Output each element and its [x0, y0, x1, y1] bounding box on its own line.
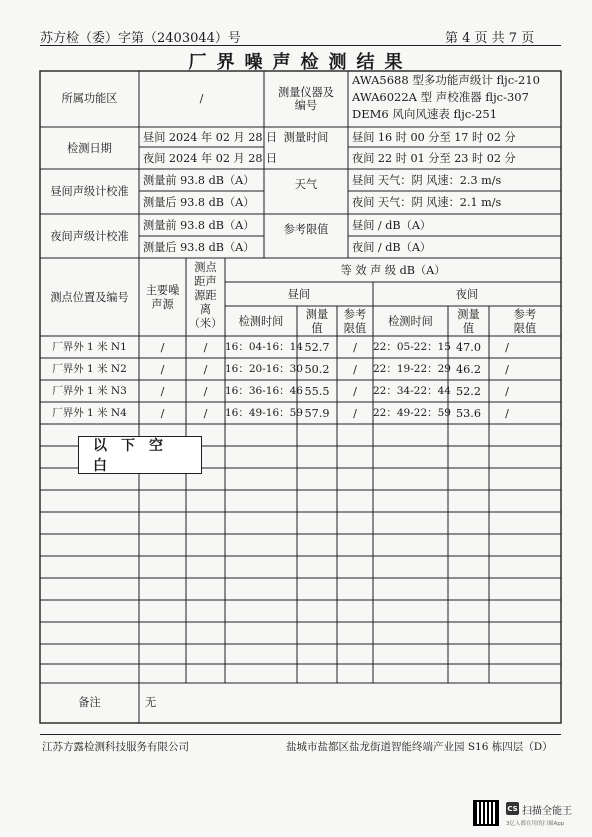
day-limit-cell: / [353, 363, 357, 376]
col-point-header: 测点位置及编号 [50, 291, 129, 304]
distance-cell: / [203, 385, 208, 398]
distance-cell: / [203, 341, 208, 354]
time-label: 测量时间 [283, 131, 329, 144]
limit-night: 夜间 / dB（A） [352, 241, 432, 254]
night-limit-header: 参考 [513, 308, 537, 321]
instrument-label-line2: 编号 [294, 99, 318, 112]
remark-label: 备注 [78, 696, 101, 709]
day-value-cell: 50.2 [304, 363, 330, 376]
limit-label: 参考限值 [283, 223, 329, 236]
company-address: 盐城市盐都区盐龙街道智能终端产业园 S16 栋四层（D） [286, 741, 553, 753]
night-value-header-line2: 值 [462, 322, 475, 335]
night-calibration-before: 测量前 93.8 dB（A） [143, 219, 255, 232]
day-value-cell: 57.9 [304, 407, 330, 420]
weather-label: 天气 [294, 178, 318, 191]
day-time-cell: 16：20-16：30 [225, 363, 303, 375]
night-time-cell: 22：34-22：44 [373, 385, 451, 397]
point-cell: 厂界外 1 米 N2 [52, 363, 127, 375]
day-time-header: 检测时间 [238, 315, 284, 328]
night-limit-cell: / [505, 341, 509, 354]
night-time-cell: 22：49-22：59 [373, 407, 451, 419]
zone-value: / [199, 92, 204, 105]
night-time-cell: 22：05-22：15 [373, 341, 451, 353]
night-limit-cell: / [505, 407, 509, 420]
night-value-cell: 53.6 [456, 407, 481, 420]
day-limit-header: 参考 [343, 308, 367, 321]
date-night: 夜间 2024 年 02 月 28 日 [143, 152, 278, 165]
day-time-cell: 16：49-16：59 [225, 407, 303, 419]
qr-code-icon [473, 800, 499, 826]
day-limit-header-line2: 限值 [343, 322, 367, 335]
distance-cell: / [203, 363, 208, 376]
point-cell: 厂界外 1 米 N3 [52, 385, 127, 397]
camscanner-tagline: 3亿人都在用的扫描App [506, 821, 565, 827]
footer-divider [40, 734, 561, 735]
time-day: 昼间 16 时 00 分至 17 时 02 分 [352, 131, 516, 144]
night-header: 夜间 [455, 288, 479, 301]
limit-day: 昼间 / dB（A） [352, 219, 432, 232]
blank-below-stamp: 以下空白 [78, 436, 202, 474]
night-value-cell: 46.2 [456, 363, 481, 376]
remark-value: 无 [145, 696, 157, 709]
company-name: 江苏方露检测科技服务有限公司 [42, 741, 189, 753]
time-night: 夜间 22 时 01 分至 23 时 02 分 [352, 152, 516, 165]
level-header: 等 效 声 级 dB（A） [340, 264, 446, 277]
day-time-cell: 16：04-16：14 [225, 341, 303, 353]
page-title: 厂界噪声检测结果 [188, 52, 413, 73]
source-cell: / [160, 363, 165, 376]
col-distance-header-line4: 离 [199, 303, 212, 316]
night-calibration-label: 夜间声级计校准 [50, 230, 129, 243]
source-cell: / [160, 341, 165, 354]
day-time-cell: 16：36-16：46 [225, 385, 303, 397]
instrument-1: AWA5688 型多功能声级计 fljc-210 [352, 73, 540, 87]
night-calibration-after: 测量后 93.8 dB（A） [143, 241, 255, 254]
distance-cell: / [203, 407, 208, 420]
instrument-3: DEM6 风向风速表 fljc-251 [352, 107, 498, 121]
source-cell: / [160, 407, 165, 420]
col-source-header: 主要噪 [145, 284, 180, 297]
night-limit-header-line2: 限值 [513, 322, 537, 335]
camscanner-brand: 扫描全能王 [522, 806, 572, 817]
instrument-label: 测量仪器及 [278, 86, 334, 99]
night-time-cell: 22：19-22：29 [373, 363, 451, 375]
col-distance-header-line2: 距声 [194, 275, 217, 288]
night-value-header: 测量 [457, 308, 480, 321]
point-cell: 厂界外 1 米 N4 [52, 407, 127, 419]
day-value-header-line2: 值 [311, 322, 323, 335]
weather-day: 昼间 天气：阴 风速：2.3 m/s [352, 174, 502, 187]
camscanner-logo-icon: CS [506, 802, 519, 815]
point-cell: 厂界外 1 米 N1 [52, 341, 127, 353]
source-cell: / [160, 385, 165, 398]
day-calibration-before: 测量前 93.8 dB（A） [143, 174, 255, 187]
day-calibration-label: 昼间声级计校准 [50, 185, 129, 198]
col-source-header-line2: 声源 [151, 298, 174, 311]
zone-label: 所属功能区 [61, 92, 118, 105]
date-day: 昼间 2024 年 02 月 28 日 [143, 131, 278, 144]
col-distance-header: 测点 [194, 261, 217, 274]
day-value-header: 测量 [305, 308, 329, 321]
day-limit-cell: / [353, 385, 357, 398]
day-value-cell: 52.7 [304, 341, 330, 354]
day-limit-cell: / [353, 407, 357, 420]
night-limit-cell: / [505, 363, 509, 376]
document-number: 苏方检（委）字第（2403044）号 [40, 31, 241, 46]
page-indicator: 第 4 页 共 7 页 [445, 31, 535, 46]
day-calibration-after: 测量后 93.8 dB（A） [143, 196, 255, 209]
col-distance-header-line5: （米） [188, 317, 223, 330]
night-limit-cell: / [505, 385, 509, 398]
night-value-cell: 52.2 [456, 385, 481, 398]
night-value-cell: 47.0 [456, 341, 481, 354]
date-label: 检测日期 [67, 142, 112, 155]
weather-night: 夜间 天气：阴 风速：2.1 m/s [352, 196, 502, 209]
night-time-header: 检测时间 [388, 315, 433, 328]
day-header: 昼间 [287, 288, 311, 301]
day-limit-cell: / [353, 341, 357, 354]
instrument-2: AWA6022A 型 声校准器 fljc-307 [352, 90, 529, 104]
col-distance-header-line3: 源距 [194, 289, 217, 302]
day-value-cell: 55.5 [304, 385, 330, 398]
